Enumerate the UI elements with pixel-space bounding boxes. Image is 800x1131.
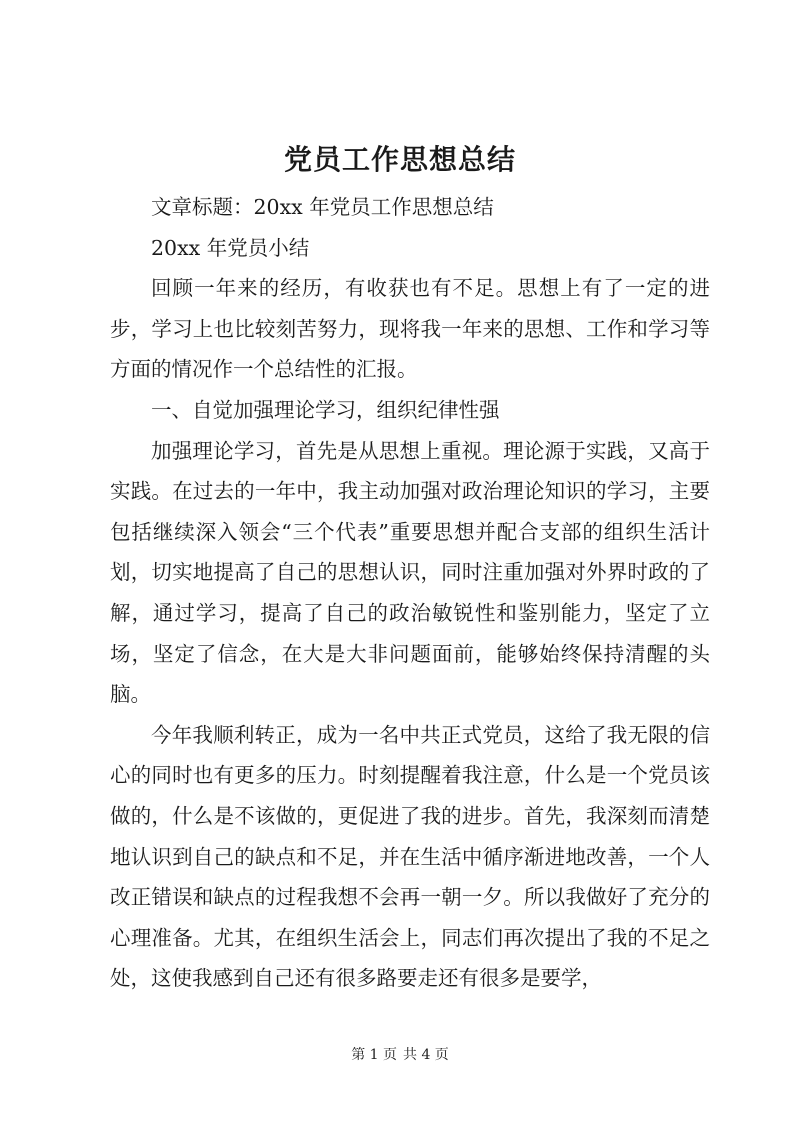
paragraph-article-title: 文章标题：20xx 年党员工作思想总结	[151, 195, 494, 219]
document-title: 党员工作思想总结	[283, 143, 516, 176]
paragraph-theory-study: 加强理论学习，首先是从思想上重视。理论源于实践，又高于实践。在过去的一年中，我主动加强对政治理论知识的学习，主要包括继续深入领会“三个代表”重要思想并配合支部的组织生活计划，切实地提高了自己的思想认识，同时注重加强对外界时政的了解，通过学习，提高了自己的政治敏锐性和鉴别能力，坚定了立场，坚定了信念，在大是大非问题面前，能够始终保持清醒的头脑。	[110, 438, 710, 707]
document-body	[110, 187, 710, 999]
section-heading-1: 一、自觉加强理论学习，组织纪律性强	[151, 397, 500, 422]
paragraph-intro: 回顾一年来的经历，有收获也有不足。思想上有了一定的进步，学习上也比较刻苦努力，现将我一年来的思想、工作和学习等方面的情况作一个总结性的汇报。	[110, 276, 710, 382]
page-total: 共 4 页	[403, 1047, 449, 1063]
paragraph-party-member: 今年我顺利转正，成为一名中共正式党员，这给了我无限的信心的同时也有更多的压力。时刻提醒着我注意，什么是一个党员该做的，什么是不该做的，更促进了我的进步。首先，我深刻而清楚地认识到自己的缺点和不足，并在生活中循序渐进地改善，一个人改正错误和缺点的过程我想不会再一朝一夕。所以我做好了充分的心理准备。尤其，在组织生活会上，同志们再次提出了我的不足之处，这使我感到自己还有很多路要走还有很多是要学，	[110, 722, 710, 991]
page-number: 第 1 页	[351, 1047, 397, 1063]
paragraph-subtitle: 20xx 年党员小结	[151, 235, 310, 260]
page-footer	[0, 1045, 800, 1065]
